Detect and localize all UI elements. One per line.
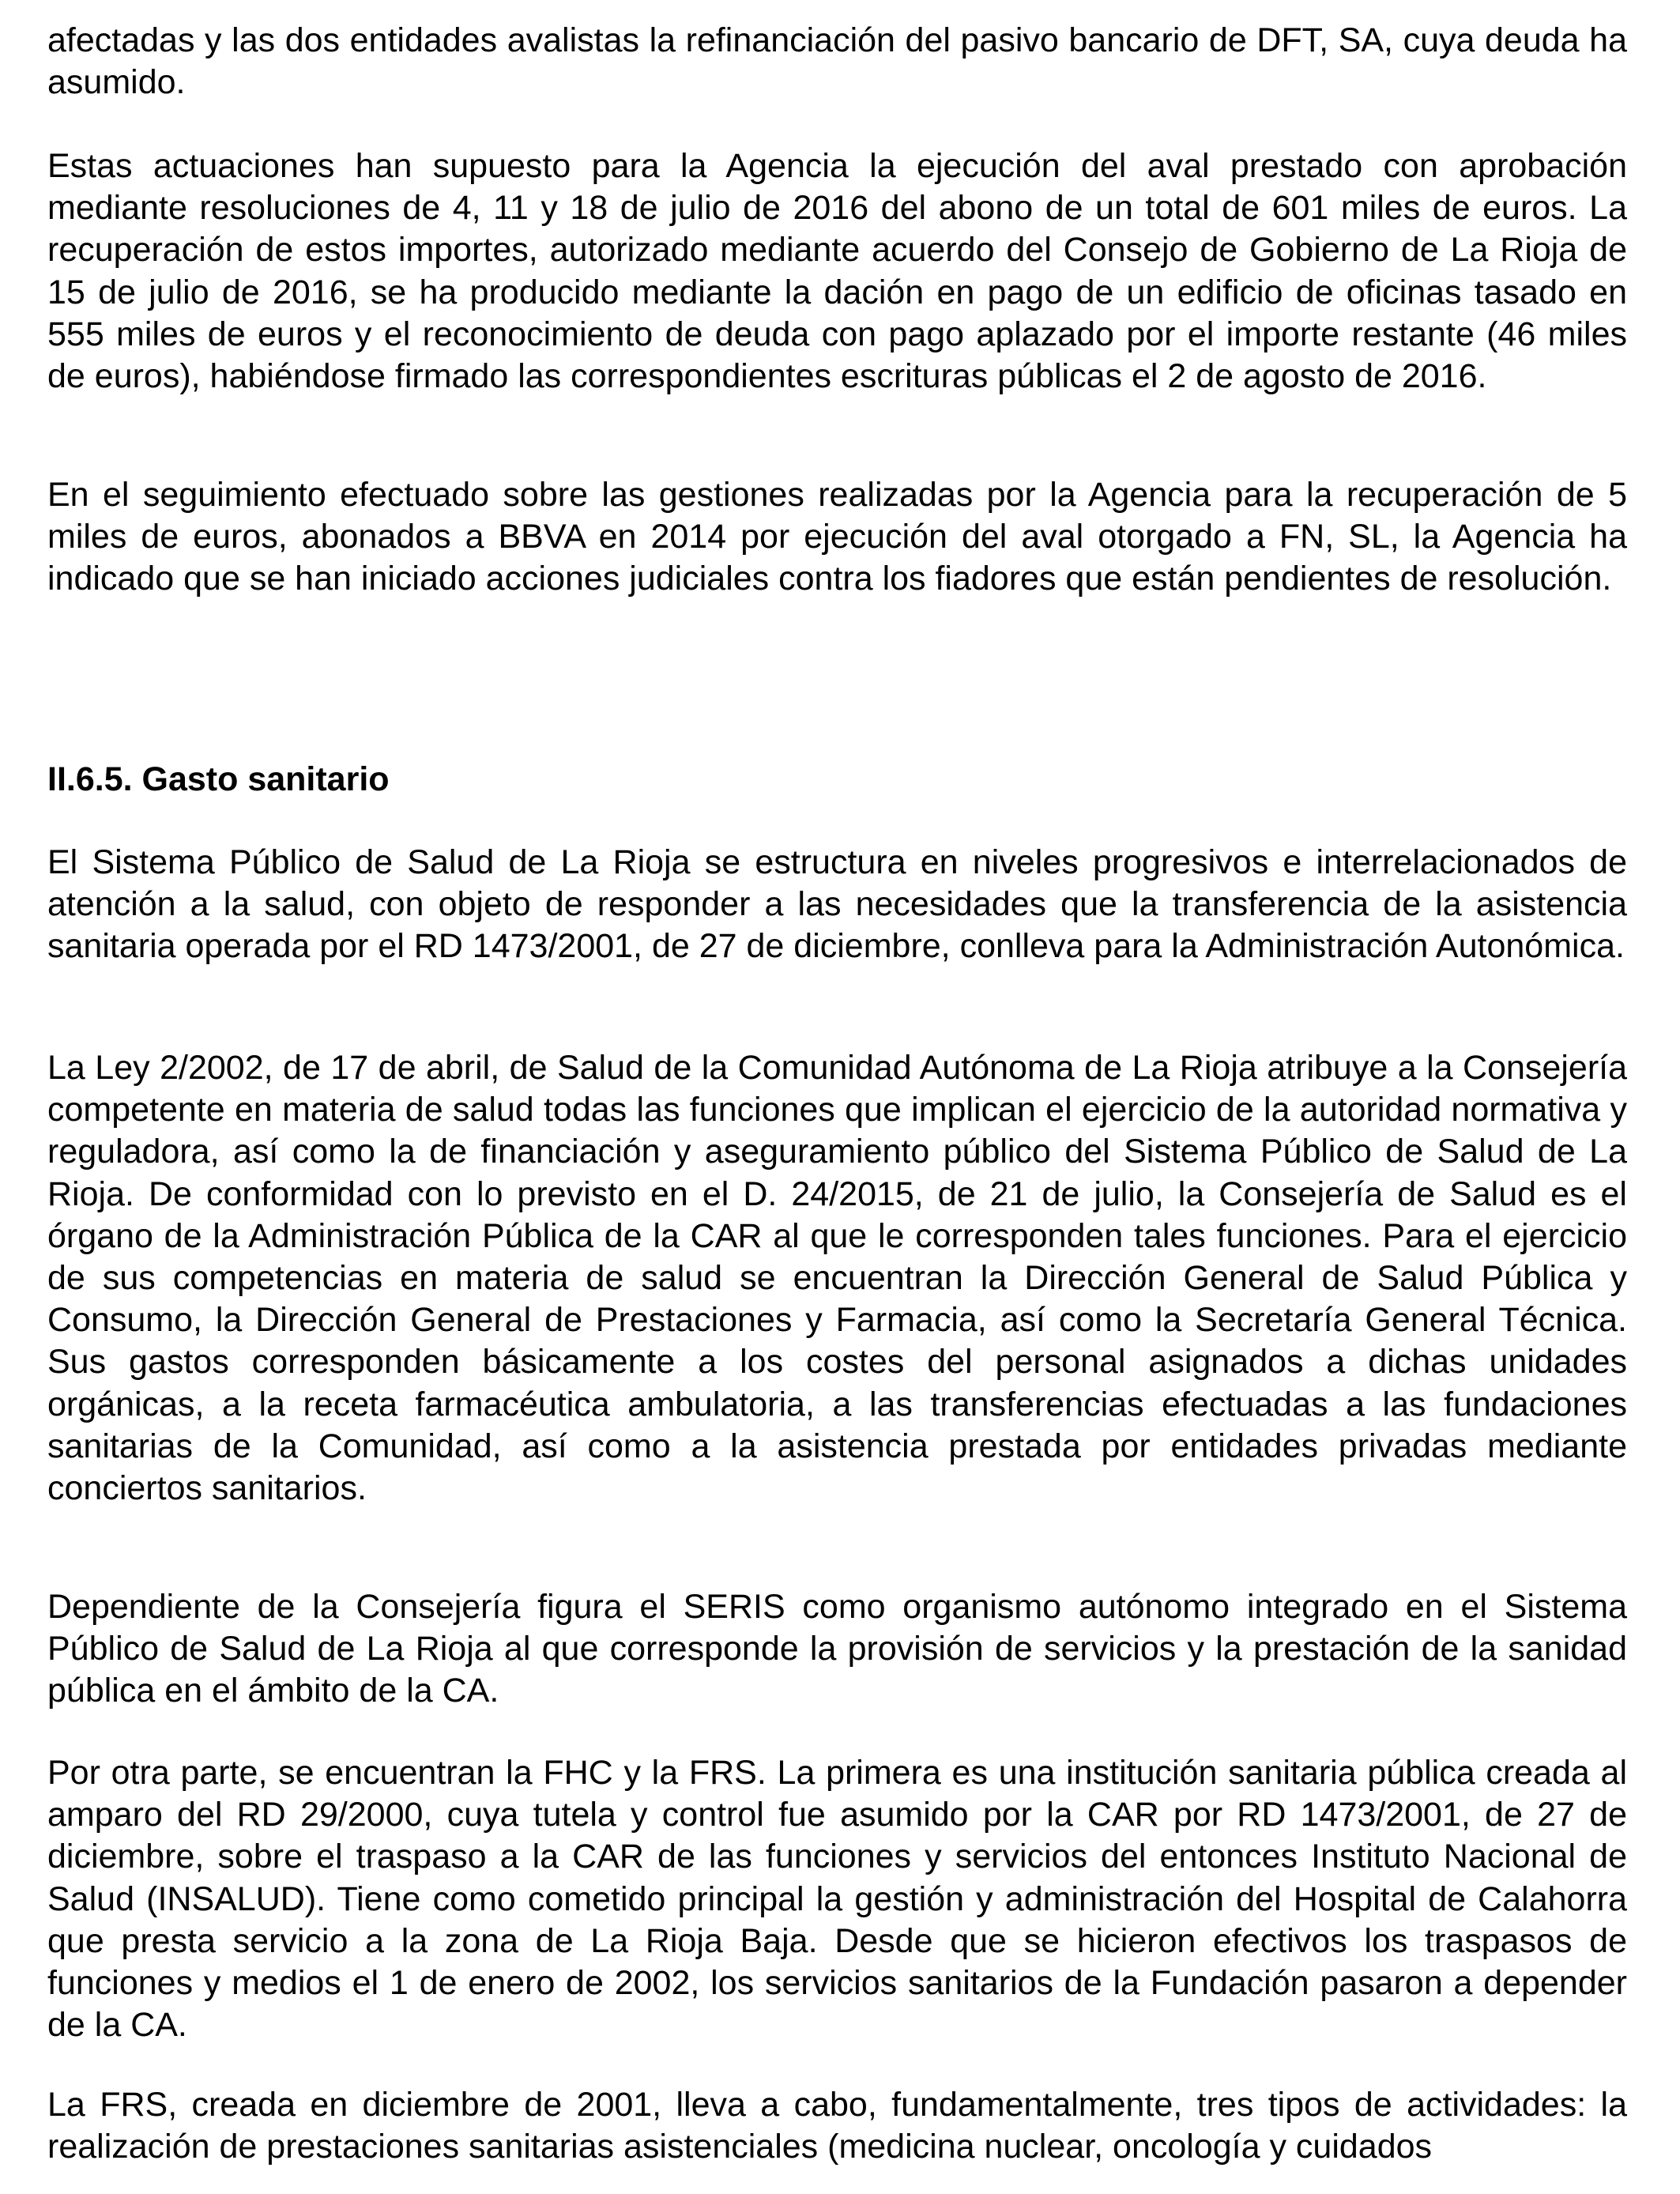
paragraph-sistema-publico: El Sistema Público de Salud de La Rioja se estructura en niveles progresivos e interrelacionados de atención a la salud, con objeto de responder a las necesidades que la transferencia de la asistencia sanitaria operada por el RD 1473/2001, de 27 de diciembre, conlleva para la Administración Autonómica. xyxy=(47,843,1627,966)
paragraph-seguimiento: En el seguimiento efectuado sobre las gestiones realizadas por la Agencia para la recuperación de 5 miles de euros, abonados a BBVA en 2014 por ejecución del aval otorgado a FN, SL, la Agencia ha indicado que se han iniciado acciones judiciales contra los fiadores que están pendientes de resolución. xyxy=(47,476,1627,598)
paragraph-seris: Dependiente de la Consejería figura el SERIS como organismo autónomo integrado en el Sistema Público de Salud de La Rioja al que corresponde la provisión de servicios y la prestación de la sanidad pública en el ámbito de la CA. xyxy=(47,1588,1627,1710)
paragraph-ejecucion-aval: Estas actuaciones han supuesto para la Agencia la ejecución del aval prestado con aprobación mediante resoluciones de 4, 11 y 18 de julio de 2016 del abono de un total de 601 miles de euros. La recuperación de estos importes, autorizado mediante acuerdo del Consejo de Gobierno de La Rioja de 15 de julio de 2016, se ha producido mediante la dación en pago de un edificio de oficinas tasado en 555 miles de euros y el reconocimiento de deuda con pago aplazado por el importe restante (46 miles de euros), habiéndose firmado las correspondientes escrituras públicas el 2 de agosto de 2016. xyxy=(47,147,1627,396)
paragraph-refinanciacion: afectadas y las dos entidades avalistas la refinanciación del pasivo bancario de DFT, SA, cuya deuda ha asumido. xyxy=(47,21,1627,102)
paragraph-frs-actividades: La FRS, creada en diciembre de 2001, lleva a cabo, fundamentalmente, tres tipos de actividades: la realización de prestaciones sanitarias asistenciales (medicina nuclear, oncología y cuidados xyxy=(47,2086,1627,2166)
section-heading: II.6.5. Gasto sanitario xyxy=(47,760,390,798)
paragraph-fhc-frs: Por otra parte, se encuentran la FHC y la FRS. La primera es una institución sanitaria pública creada al amparo del RD 29/2000, cuya tutela y control fue asumido por la CAR por RD 1473/2001, de 27 de diciembre, sobre el traspaso a la CAR de las funciones y servicios del entonces Instituto Nacional de Salud (INSALUD). Tiene como cometido principal la gestión y administración del Hospital de Calahorra que presta servicio a la zona de La Rioja Baja. Desde que se hicieron efectivos los traspasos de funciones y medios el 1 de enero de 2002, los servicios sanitarios de la Fundación pasaron a depender de la CA. xyxy=(47,1754,1627,2045)
paragraph-ley-salud: La Ley 2/2002, de 17 de abril, de Salud de la Comunidad Autónoma de La Rioja atribuye a la Consejería competente en materia de salud todas las funciones que implican el ejercicio de la autoridad normativa y reguladora, así como la de financiación y aseguramiento público del Sistema Público de Salud de La Rioja. De conformidad con lo previsto en el D. 24/2015, de 21 de julio, la Consejería de Salud es el órgano de la Administración Pública de la CAR al que le corresponden tales funciones. Para el ejercicio de sus competencias en materia de salud se encuentran la Dirección General de Salud Pública y Consumo, la Dirección General de Prestaciones y Farmacia, así como la Secretaría General Técnica. Sus gastos corresponden básicamente a los costes del personal asignados a dichas unidades orgánicas, a la receta farmacéutica ambulatoria, a las transferencias efectuadas a las fundaciones sanitarias de la Comunidad, así como a la asistencia prestada por entidades privadas mediante conciertos sanitarios. xyxy=(47,1049,1627,1508)
